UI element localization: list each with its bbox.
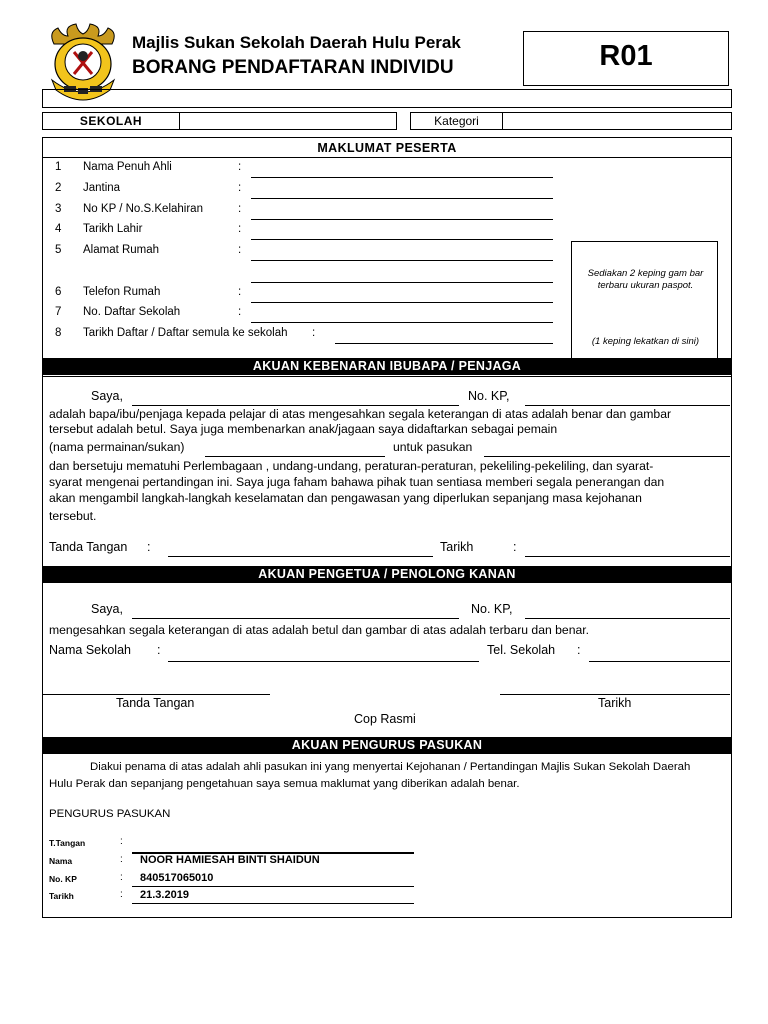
school-input[interactable] [179,112,397,130]
manager-field-separator: : [120,872,123,883]
photo-box[interactable] [571,241,718,375]
parent-date-line[interactable] [525,556,730,557]
form-title: BORANG PENDAFTARAN INDIVIDU [132,57,454,78]
field-number: 7 [55,306,62,318]
principal-school-colon: : [157,643,161,657]
field-input-line[interactable] [251,219,553,220]
form-code-box [523,31,729,86]
field-number: 3 [55,203,62,215]
org-name: Majlis Sukan Sekolah Daerah Hulu Perak [132,33,461,52]
parent-sign-colon: : [147,540,151,554]
field-separator: : [238,286,242,298]
manager-text-2: Hulu Perak dan sepanjang pengetahuan saya semua maklumat yang diberikan adalah benar. [49,778,520,790]
field-input-line[interactable] [251,302,553,303]
field-label: Jantina [83,182,121,194]
field-separator: : [238,161,242,173]
parent-sign-line[interactable] [168,556,433,557]
field-separator: : [238,203,242,215]
field-input-line[interactable] [251,322,553,323]
principal-saya-label: Saya, [91,602,123,616]
manager-field-value[interactable]: NOOR HAMIESAH BINTI SHAIDUN [140,854,320,866]
manager-field-separator: : [120,854,123,865]
manager-field-line [132,852,414,854]
manager-field-value[interactable]: 840517065010 [140,872,214,884]
photo-note: Sediakan 2 keping gam bar terbaru ukuran paspot. [587,268,704,291]
participant-section-title: MAKLUMAT PESERTA [317,141,457,155]
manager-field-value[interactable]: 21.3.2019 [140,889,189,901]
manager-field-line [132,886,414,887]
field-separator: : [238,182,242,194]
field-input-line[interactable] [335,343,553,344]
principal-text-1: mengesahkan segala keterangan di atas adalah betul dan gambar di atas adalah terbaru dan benar. [49,623,590,637]
principal-date-label: Tarikh [598,696,632,710]
photo-note-2: (1 keping lekatkan di sini) [591,336,700,347]
field-label: No. Daftar Sekolah [83,306,181,318]
field-number: 1 [55,161,62,173]
field-number: 8 [55,327,62,339]
parent-nokp-label: No. KP, [468,389,510,403]
parent-text-2: tersebut adalah betul. Saya juga membenarkan anak/jagaan saya didaftarkan sebagai pemain [49,422,558,436]
parent-text-6: akan mengambil langkah-langkah keselamatan dan pengawasan yang diperlukan sepanjang masa kejohanan [49,491,642,505]
principal-sign-line[interactable] [42,694,270,695]
principal-tel-colon: : [577,643,581,657]
field-separator: : [312,327,316,339]
field-number: 6 [55,286,62,298]
category-input[interactable] [502,112,732,130]
team-line[interactable] [484,456,730,457]
principal-nokp-line[interactable] [525,618,730,619]
principal-tel-label: Tel. Sekolah [487,643,556,657]
field-number: 5 [55,244,62,256]
principal-name-line[interactable] [132,618,459,619]
manager-field-label: T.Tangan [49,838,86,848]
parent-text-5: syarat mengenai pertandingan ini. Saya juga faham bahawa pihak tuan sentiasa memberi segala penerangan dan [49,475,665,489]
parent-sign-label: Tanda Tangan [49,540,128,554]
category-label: Kategori [434,114,479,128]
parent-section-title: AKUAN KEBENARAN IBUBAPA / PENJAGA [42,358,732,375]
manager-text-1: Diakui penama di atas adalah ahli pasukan ini yang menyertai Kejohanan / Pertandingan Majlis Sukan Sekolah Daerah [90,761,691,773]
school-label: SEKOLAH [79,114,143,128]
sport-label: (nama permainan/sukan) [49,440,185,454]
manager-field-label: Tarikh [49,891,74,901]
field-input-line[interactable] [251,198,553,199]
parent-text-7: tersebut. [49,509,97,523]
field-number: 4 [55,223,62,235]
principal-tel-line[interactable] [589,661,730,662]
sport-line[interactable] [205,456,385,457]
parent-date-colon: : [513,540,517,554]
parent-date-label: Tarikh [440,540,474,554]
manager-field-label: Nama [49,856,73,866]
parent-saya-label: Saya, [91,389,123,403]
field-input-line[interactable] [251,260,553,261]
manager-field-separator: : [120,836,123,847]
field-label: Nama Penuh Ahli [83,161,172,173]
principal-school-label: Nama Sekolah [49,643,131,657]
field-input-line[interactable] [251,177,553,178]
field-label: Tarikh Lahir [83,223,143,235]
field-label: Alamat Rumah [83,244,160,256]
manager-heading: PENGURUS PASUKAN [49,808,171,820]
field-label: Tarikh Daftar / Daftar semula ke sekolah [83,327,288,339]
parent-text-1: adalah bapa/ibu/penjaga kepada pelajar di atas mengesahkan segala keterangan di atas adalah benar dan gambar [49,407,672,421]
blank-row [42,89,732,108]
manager-section-title: AKUAN PENGURUS PASUKAN [42,737,732,754]
category-label-cell [410,112,503,130]
manager-field-line [132,903,414,904]
principal-date-line[interactable] [500,694,730,695]
principal-section-title: AKUAN PENGETUA / PENOLONG KANAN [42,566,732,583]
field-separator: : [238,223,242,235]
stamp-label: Cop Rasmi [354,712,416,726]
field-separator: : [238,306,242,318]
principal-nokp-label: No. KP, [471,602,513,616]
form-code: R01 [599,40,653,72]
team-label: untuk pasukan [393,440,473,454]
field-input-line[interactable] [251,239,553,240]
parent-text-4: dan bersetuju mematuhi Perlembagaan , undang-undang, peraturan-peraturan, pekeliling-pekeliling, dan syarat- [49,459,654,473]
field-number: 2 [55,182,62,194]
address-line-2[interactable] [251,282,553,283]
principal-school-line[interactable] [168,661,479,662]
manager-field-label: No. KP [49,874,77,884]
manager-field-separator: : [120,889,123,900]
principal-sign-label: Tanda Tangan [116,696,195,710]
field-label: Telefon Rumah [83,286,161,298]
field-separator: : [238,244,242,256]
field-label: No KP / No.S.Kelahiran [83,203,203,215]
school-label-cell [42,112,180,130]
